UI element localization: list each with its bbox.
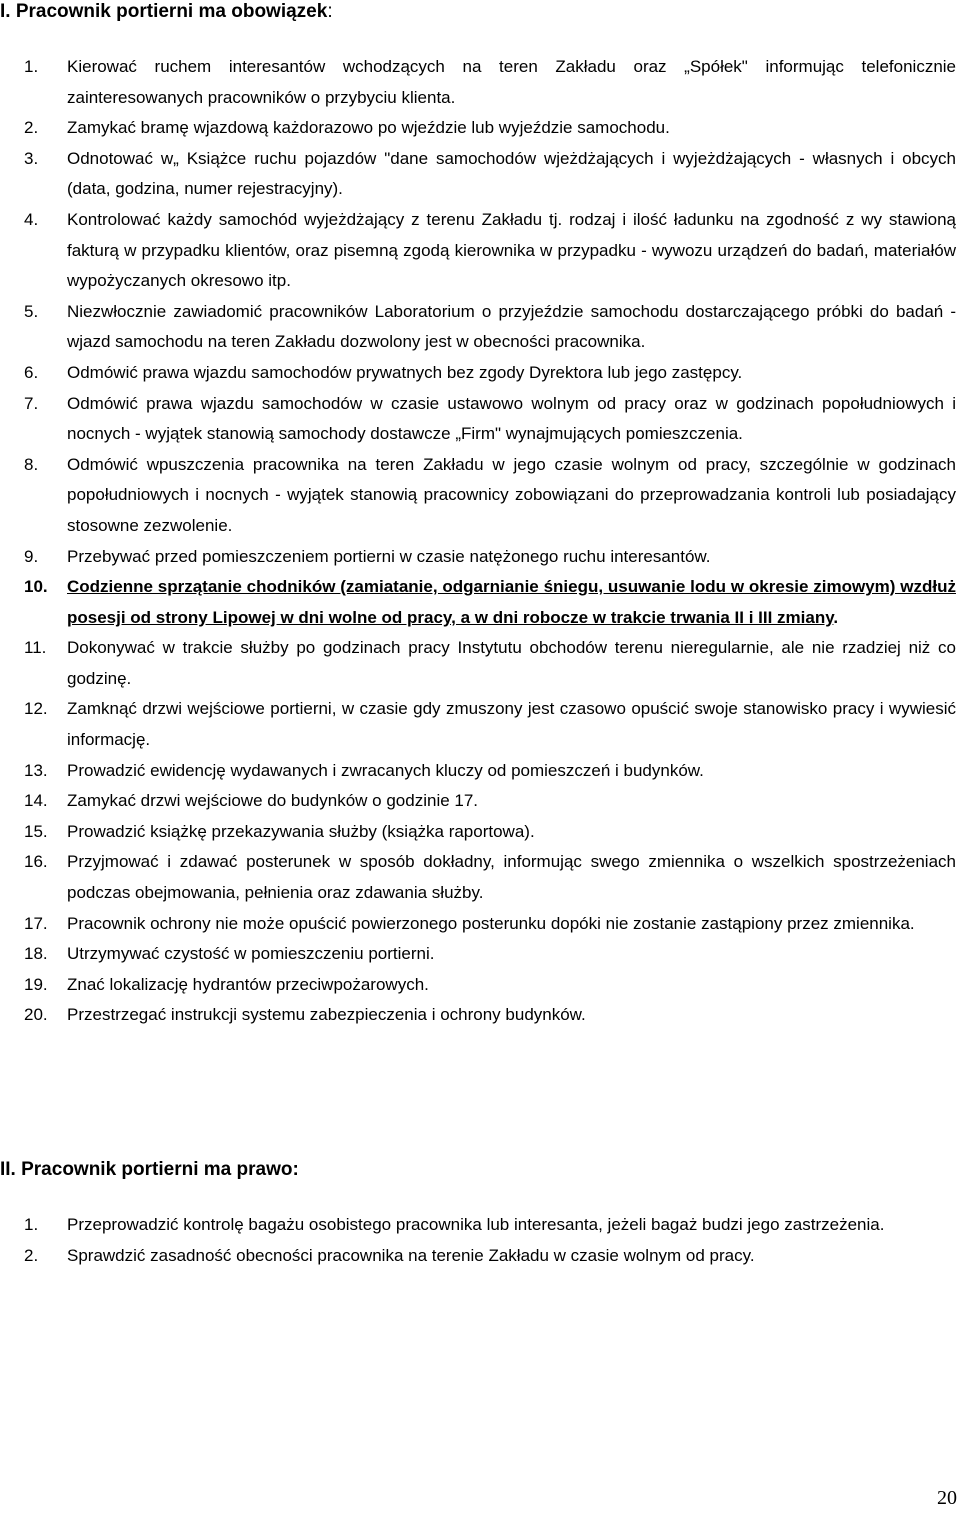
item-number: 10.: [24, 577, 48, 597]
duty-item: [0, 389, 960, 450]
right-item: [0, 1241, 960, 1272]
duty-item: [0, 52, 960, 113]
duty-item: [0, 358, 960, 389]
section-1-title: I. Pracownik portierni ma obowiązek: [0, 1, 328, 22]
duty-item: [0, 633, 960, 694]
duty-item: [0, 756, 960, 787]
item-number: 13.: [24, 760, 48, 780]
section-2-title: II. Pracownik portierni ma prawo:: [0, 1159, 299, 1180]
item-text: Sprawdzić zasadność obecności pracownika na terenie Zakładu w czasie wolnym od pracy.: [67, 1245, 755, 1265]
item-text: Odmówić prawa wjazdu samochodów prywatnych bez zgody Dyrektora lub jego zastępcy.: [67, 362, 743, 382]
duty-item: [0, 144, 960, 205]
item-number: 19.: [24, 974, 48, 994]
duties-list: [0, 52, 960, 1031]
item-text: Odmówić wpuszczenia pracownika na teren Zakładu w jego czasie wolnym od pracy, szczególnie w godzinach popołudniowych i nocnych - wyjątek stanowią pracownicy zobowiązani do przeprowadzania kontroli lub posiadający stosowne zezwolenie.: [67, 454, 956, 535]
item-number: 1.: [24, 1215, 39, 1234]
item-text: Kontrolować każdy samochód wyjeżdżający z terenu Zakładu tj. rodzaj i ilość ładunku na zgodność z wy stawioną fakturą w przypadku klientów, oraz pisemną zgodą kierownika w przypadku - wywozu urządzeń do badań, materiałów wypożyczanych okresowo itp.: [67, 209, 956, 291]
item-text: Odmówić prawa wjazdu samochodów w czasie ustawowo wolnym od pracy oraz w godzinach popołudniowych i nocnych - wyjątek stanowią samochody dostawcze „Firm" wynajmujących pomieszczenia.: [67, 393, 956, 444]
duty-item: [0, 970, 960, 1001]
item-text: Przyjmować i zdawać posterunek w sposób dokładny, informując swego zmiennika o wszelkich spostrzeżeniach podczas obejmowania, pełnienia oraz zdawania służby.: [67, 852, 956, 903]
item-number: 17.: [24, 913, 48, 933]
item-number: 8.: [24, 454, 39, 474]
item-number: 9.: [24, 546, 39, 566]
item-text: Kierować ruchem interesantów wchodzących na teren Zakładu oraz „Spółek" informując telefonicznie zainteresowanych pracowników o przybyciu klienta.: [67, 57, 956, 107]
item-text: Pracownik ochrony nie może opuścić powierzonego posterunku dopóki nie zostanie zastąpiony przez zmiennika.: [67, 913, 915, 933]
item-text: Przeprowadzić kontrolę bagażu osobistego pracownika lub interesanta, jeżeli bagaż budzi jego zastrzeżenia.: [67, 1215, 885, 1234]
item-text: Zamknąć drzwi wejściowe portierni, w czasie gdy zmuszony jest czasowo opuścić swoje stanowisko pracy i wywiesić informację.: [67, 699, 956, 750]
item-text: Zamykać drzwi wejściowe do budynków o godzinie 17.: [67, 791, 479, 811]
item-text: Prowadzić ewidencję wydawanych i zwracanych kluczy od pomieszczeń i budynków.: [67, 760, 704, 780]
duty-item: [0, 450, 960, 542]
item-text: Przebywać przed pomieszczeniem portierni w czasie natężonego ruchu interesantów.: [67, 546, 711, 566]
item-text: Znać lokalizację hydrantów przeciwpożarowych.: [67, 974, 429, 994]
duty-item: [0, 205, 960, 297]
item-number: 2.: [24, 1245, 39, 1265]
duty-item: [0, 113, 960, 144]
item-text: Odnotować w„ Książce ruchu pojazdów "dane samochodów wjeżdżających i wyjeżdżających - własnych i obcych (data, godzina, numer rejestracyjny).: [67, 148, 956, 199]
item-number: 16.: [24, 852, 48, 872]
item-number: 18.: [24, 944, 48, 964]
duty-item: [0, 694, 960, 755]
duty-item: [0, 817, 960, 848]
item-text: Prowadzić książkę przekazywania służby (książka raportowa).: [67, 821, 535, 841]
item-text: Zamykać bramę wjazdową każdorazowo po wjeździe lub wyjeździe samochodu.: [67, 118, 670, 138]
item-text: Utrzymywać czystość w pomieszczeniu portierni.: [67, 944, 435, 964]
item-text: Przestrzegać instrukcji systemu zabezpieczenia i ochrony budynków.: [67, 1005, 586, 1025]
item-number: 15.: [24, 821, 48, 841]
item-text-end: .: [833, 607, 839, 627]
duty-item: [0, 297, 960, 358]
item-number: 6.: [24, 362, 39, 382]
right-item: [0, 1210, 960, 1241]
item-number: 5.: [24, 301, 39, 321]
section-1-title-colon: :: [327, 1, 333, 22]
item-text: Dokonywać w trakcie służby po godzinach pracy Instytutu obchodów terenu nieregularnie, ale nie rzadziej niż co godzinę.: [67, 638, 956, 688]
duty-item: [0, 542, 960, 573]
section-1-heading: [0, 0, 333, 24]
duty-item-emphasized: [0, 572, 960, 633]
item-number: 3.: [24, 148, 39, 168]
item-number: 1.: [24, 57, 39, 76]
item-text: Niezwłocznie zawiadomić pracowników Laboratorium o przyjeździe samochodu dostarczającego próbki do badań - wjazd samochodu na teren Zakładu dozwolony jest w obecności pracownika.: [67, 301, 956, 352]
duty-item: [0, 1000, 960, 1031]
duty-item: [0, 909, 960, 940]
rights-list: [0, 1210, 960, 1271]
item-number: 2.: [24, 118, 39, 138]
duty-item: [0, 939, 960, 970]
item-number: 20.: [24, 1005, 48, 1025]
duty-item: [0, 786, 960, 817]
item-number: 7.: [24, 393, 39, 413]
item-number: 11.: [24, 638, 47, 658]
item-number: 14.: [24, 791, 48, 811]
item-text-underlined: Codzienne sprzątanie chodników (zamiatanie, odgarnianie śniegu, usuwanie lodu w okresie zimowym) wzdłuż posesji od strony Lipowej w dni wolne od pracy, a w dni robocze w trakcie trwania II i III zmiany: [67, 577, 956, 627]
item-number: 12.: [24, 699, 48, 719]
duty-item: [0, 847, 960, 908]
item-number: 4.: [24, 209, 39, 229]
section-2-heading: [0, 1158, 299, 1182]
page-number: 20: [937, 1487, 957, 1509]
